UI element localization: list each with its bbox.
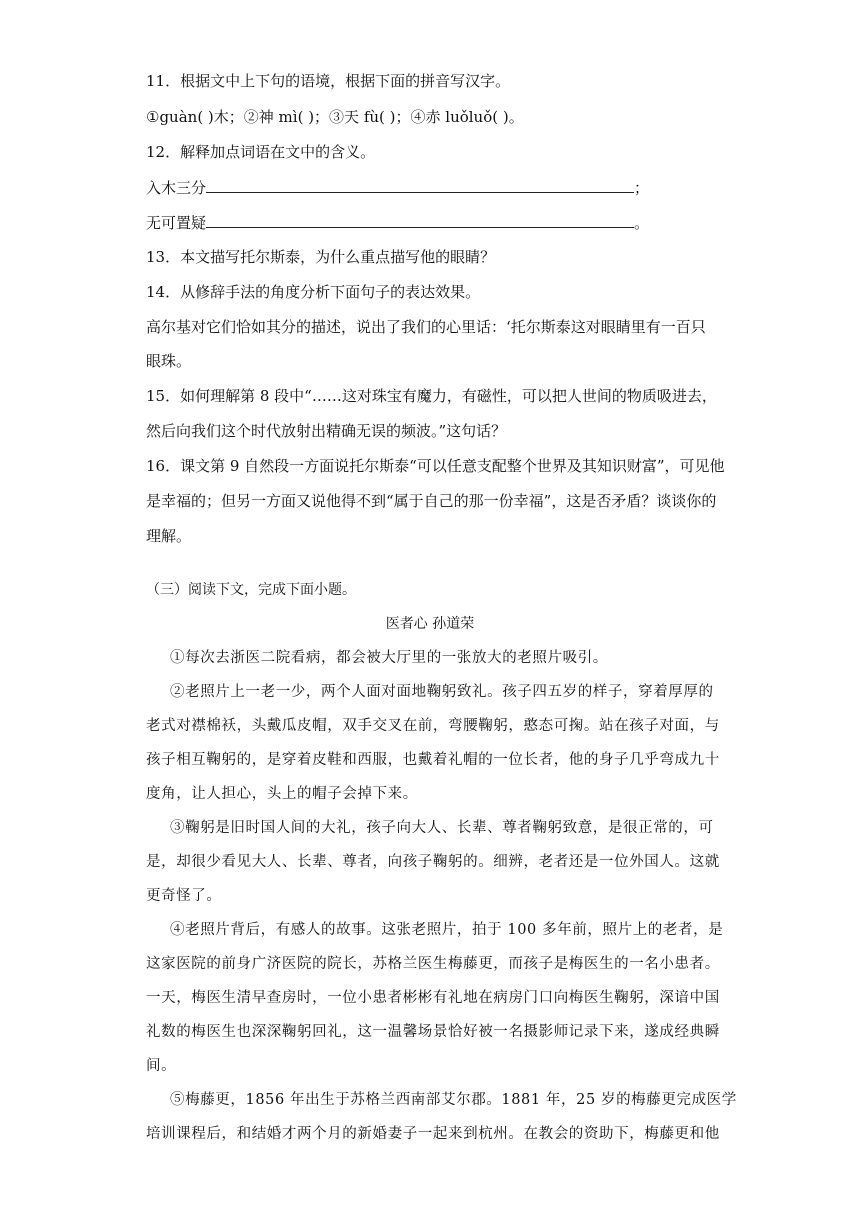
term-ru-mu-san-fen: 入木三分 [146,179,207,197]
question-14-quote-line-1: 高尔基对它们恰如其分的描述，说出了我们的心里话：‘托尔斯泰这对眼睛里有一百只 [146,318,706,336]
answer-blank-1[interactable] [206,177,634,193]
paragraph-line: 孩子相互鞠躬的，是穿着皮鞋和西服，也戴着礼帽的一位长者，他的身子几乎弯成九十 [146,752,720,768]
term-wu-ke-zhi-yi: 无可置疑 [146,214,207,232]
question-15-line-1: 15．如何理解第 8 段中“……这对珠宝有魔力，有磁性，可以把人世间的物质吸进去， [146,387,717,405]
question-12-prompt: 12．解释加点词语在文中的含义。 [146,143,376,161]
paragraph-line: ⑤梅藤更，1856 年出生于苏格兰西南部艾尔郡。1881 年，25 岁的梅藤更完成医学 [170,1092,737,1108]
paragraph-line: ④老照片背后，有感人的故事。这张老照片，拍于 100 多年前，照片上的老者，是 [170,922,724,938]
paragraph-line: 礼数的梅医生也深深鞠躬回礼，这一温馨场景恰好被一名摄影师记录下来，遂成经典瞬 [146,1024,720,1040]
paragraph-line: 培训课程后，和结婚才两个月的新婚妻子一起来到杭州。在教会的资助下，梅藤更和他 [146,1126,720,1142]
question-16-line-2: 是幸福的；但另一方面又说他得不到“属于自己的那一份幸福”，这是否矛盾？谈谈你的 [146,492,717,510]
paragraph-line: 一天，梅医生清早查房时，一位小患者彬彬有礼地在病房门口向梅医生鞠躬，深谙中国 [146,990,720,1006]
punctuation: 。 [634,214,650,232]
question-16-line-1: 16．课文第 9 自然段一方面说托尔斯泰“可以任意支配整个世界及其知识财富”，可见他 [146,457,725,475]
paragraph-line: 这家医院的前身广济医院的院长，苏格兰医生梅藤更，而孩子是梅医生的一名小患者。 [146,956,720,972]
question-14-quote-line-2: 眼珠。 [146,352,192,370]
question-15-line-2: 然后向我们这个时代放射出精确无误的频波。”这句话？ [146,422,507,440]
question-12-term2-row [146,212,649,233]
paragraph-line: 更奇怪了。 [146,888,222,904]
paragraph-line: 间。 [146,1058,177,1074]
answer-blank-2[interactable] [206,212,634,228]
question-11-items: ①guàn( )木；②神 mì( )；③天 fù( )；④赤 luǒluǒ( )。 [146,108,524,126]
paragraph-line: 度角，让人担心，头上的帽子会掉下来。 [146,786,418,802]
paragraph-line: ③鞠躬是旧时国人间的大礼，孩子向大人、长辈、尊者鞠躬致意，是很正常的，可 [170,820,714,836]
question-14-prompt: 14．从修辞手法的角度分析下面句子的表达效果。 [146,283,481,301]
paragraph-line: ①每次去浙医二院看病，都会被大厅里的一张放大的老照片吸引。 [170,650,608,666]
section-3-intro: （三）阅读下文，完成下面小题。 [146,582,356,598]
question-12-term1-row [146,177,649,198]
paragraph-line: 老式对襟棉袄，头戴瓜皮帽，双手交叉在前，弯腰鞠躬，憨态可掬。站在孩子对面，与 [146,718,720,734]
question-16-line-3: 理解。 [146,527,192,545]
question-11-prompt: 11．根据文中上下句的语境，根据下面的拼音写汉字。 [146,72,511,90]
punctuation: ； [634,179,650,197]
article-title: 医者心 孙道荣 [385,616,475,632]
paragraph-line: 是，却很少看见大人、长辈、尊者，向孩子鞠躬的。细辨，老者还是一位外国人。这就 [146,854,720,870]
question-13: 13．本文描写托尔斯泰，为什么重点描写他的眼睛？ [146,248,496,266]
paragraph-line: ②老照片上一老一少，两个人面对面地鞠躬致礼。孩子四五岁的样子，穿着厚厚的 [170,684,714,700]
